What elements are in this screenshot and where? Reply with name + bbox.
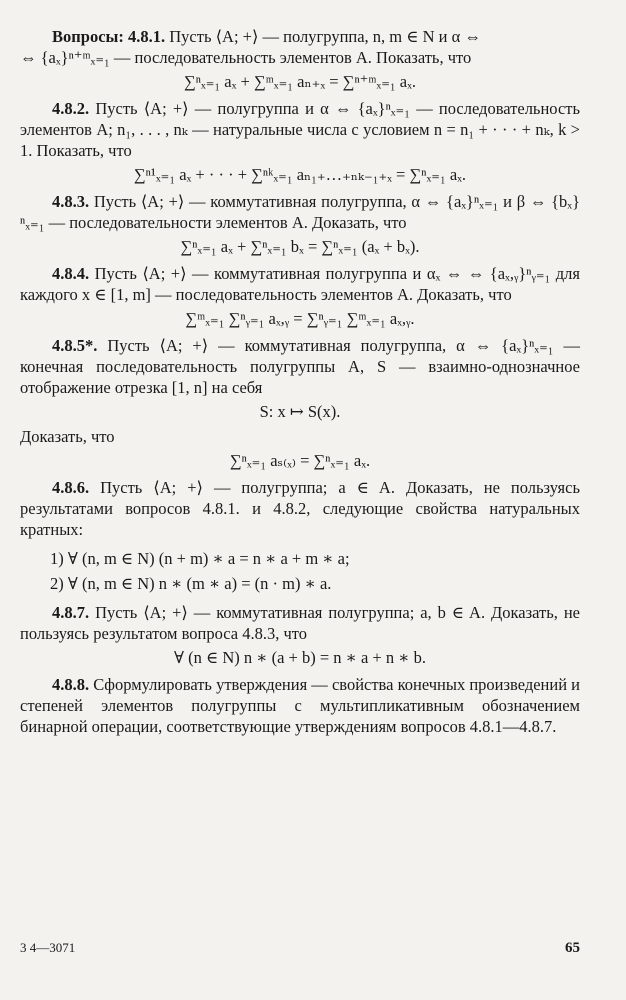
equation-4-8-1: ∑ⁿₓ₌₁ aₓ + ∑ᵐₓ₌₁ aₙ₊ₓ = ∑ⁿ⁺ᵐₓ₌₁ aₓ. [183, 72, 417, 91]
question-heading: 4.8.8. [52, 675, 90, 694]
question-heading: 4.8.7. [52, 603, 90, 622]
property-item-1: 1) ∀ (n, m ∈ N) (n + m) ∗ a = n ∗ a + m ∗ a; [50, 549, 350, 568]
question-4-8-2: 4.8.2. Пусть ⟨A; +⟩ — полугруппа и α ⇔ {aₓ}ⁿₓ₌₁ — последовательность элементов A; n₁, . . . , nₖ — натуральные числа с условием n = n₁ + · · · + nₖ, k > 1. Показать, что [20, 99, 581, 160]
property-item-2: 2) ∀ (n, m ∈ N) n ∗ (m ∗ a) = (n · m) ∗ a. [50, 574, 332, 593]
page-number: 65 [565, 940, 580, 956]
printer-signature: 3 4—3071 [20, 940, 76, 955]
mapping-formula: S: x ↦ S(x). [259, 402, 341, 421]
question-4-8-1-line2: ⇔ {aₓ}ⁿ⁺ᵐₓ₌₁ — последовательность элементов A. Показать, что [20, 48, 472, 67]
question-4-8-4: 4.8.4. Пусть ⟨A; +⟩ — коммутативная полугруппа и αₓ ⇔ ⇔ {aₓ,ᵧ}ⁿᵧ₌₁ для каждого x ∈ [1, m] — последовательность элементов A. Доказать, что [20, 264, 580, 304]
question-4-8-7: 4.8.7. Пусть ⟨A; +⟩ — коммутативная полугруппа; a, b ∈ A. Доказать, не пользуясь результатом вопроса 4.8.3, что [20, 603, 580, 643]
equation-4-8-3: ∑ⁿₓ₌₁ aₓ + ∑ⁿₓ₌₁ bₓ = ∑ⁿₓ₌₁ (aₓ + bₓ). [180, 237, 420, 256]
question-heading: 4.8.3. [52, 192, 90, 211]
question-heading: 4.8.5*. [52, 336, 98, 355]
equation-4-8-4: ∑ᵐₓ₌₁ ∑ⁿᵧ₌₁ aₓ,ᵧ = ∑ⁿᵧ₌₁ ∑ᵐₓ₌₁ aₓ,ᵧ. [185, 309, 415, 328]
equation-4-8-2: ∑ⁿ¹ₓ₌₁ aₓ + · · · + ∑ⁿᵏₓ₌₁ aₙ₁₊…₊ₙₖ₋₁₊ₓ = ∑ⁿₓ₌₁ aₓ. [133, 165, 467, 184]
question-heading: Вопросы: 4.8.1. [52, 27, 166, 46]
question-heading: 4.8.4. [52, 264, 90, 283]
equation-4-8-7: ∀ (n ∈ N) n ∗ (a + b) = n ∗ a + n ∗ b. [174, 648, 426, 667]
page-footer [20, 940, 580, 957]
question-4-8-8: 4.8.8. Сформулировать утверждения — свойства конечных произведений и степеней элементов полугруппы с мультипликативным обозначением бинарной операции, соответствующие утверждениям вопросов 4.8.1—4.8.7. [20, 675, 580, 736]
prove-that-text: Доказать, что [20, 427, 115, 446]
question-heading: 4.8.2. [52, 99, 90, 118]
question-heading: 4.8.6. [52, 478, 90, 497]
question-4-8-1-line1: Вопросы: 4.8.1. Пусть ⟨A; +⟩ — полугруппа, n, m ∈ N и α ⇔ [52, 27, 481, 46]
equation-4-8-5: ∑ⁿₓ₌₁ aₛ₍ₓ₎ = ∑ⁿₓ₌₁ aₓ. [229, 451, 371, 470]
question-4-8-5: 4.8.5*. Пусть ⟨A; +⟩ — коммутативная полугруппа, α ⇔ {aₓ}ⁿₓ₌₁ — конечная последовательность полугруппы A, S — взаимно-однозначное отображение отрезка [1, n] на себя [20, 336, 581, 397]
question-4-8-3: 4.8.3. Пусть ⟨A; +⟩ — коммутативная полугруппа, α ⇔ {aₓ}ⁿₓ₌₁ и β ⇔ {bₓ}ⁿₓ₌₁ — последовательности элементов A. Доказать, что [20, 192, 580, 232]
question-4-8-6: 4.8.6. Пусть ⟨A; +⟩ — полугруппа; a ∈ A. Доказать, не пользуясь результатами вопросов 4.8.1. и 4.8.2, следующие свойства натуральных кратных: [20, 478, 580, 539]
